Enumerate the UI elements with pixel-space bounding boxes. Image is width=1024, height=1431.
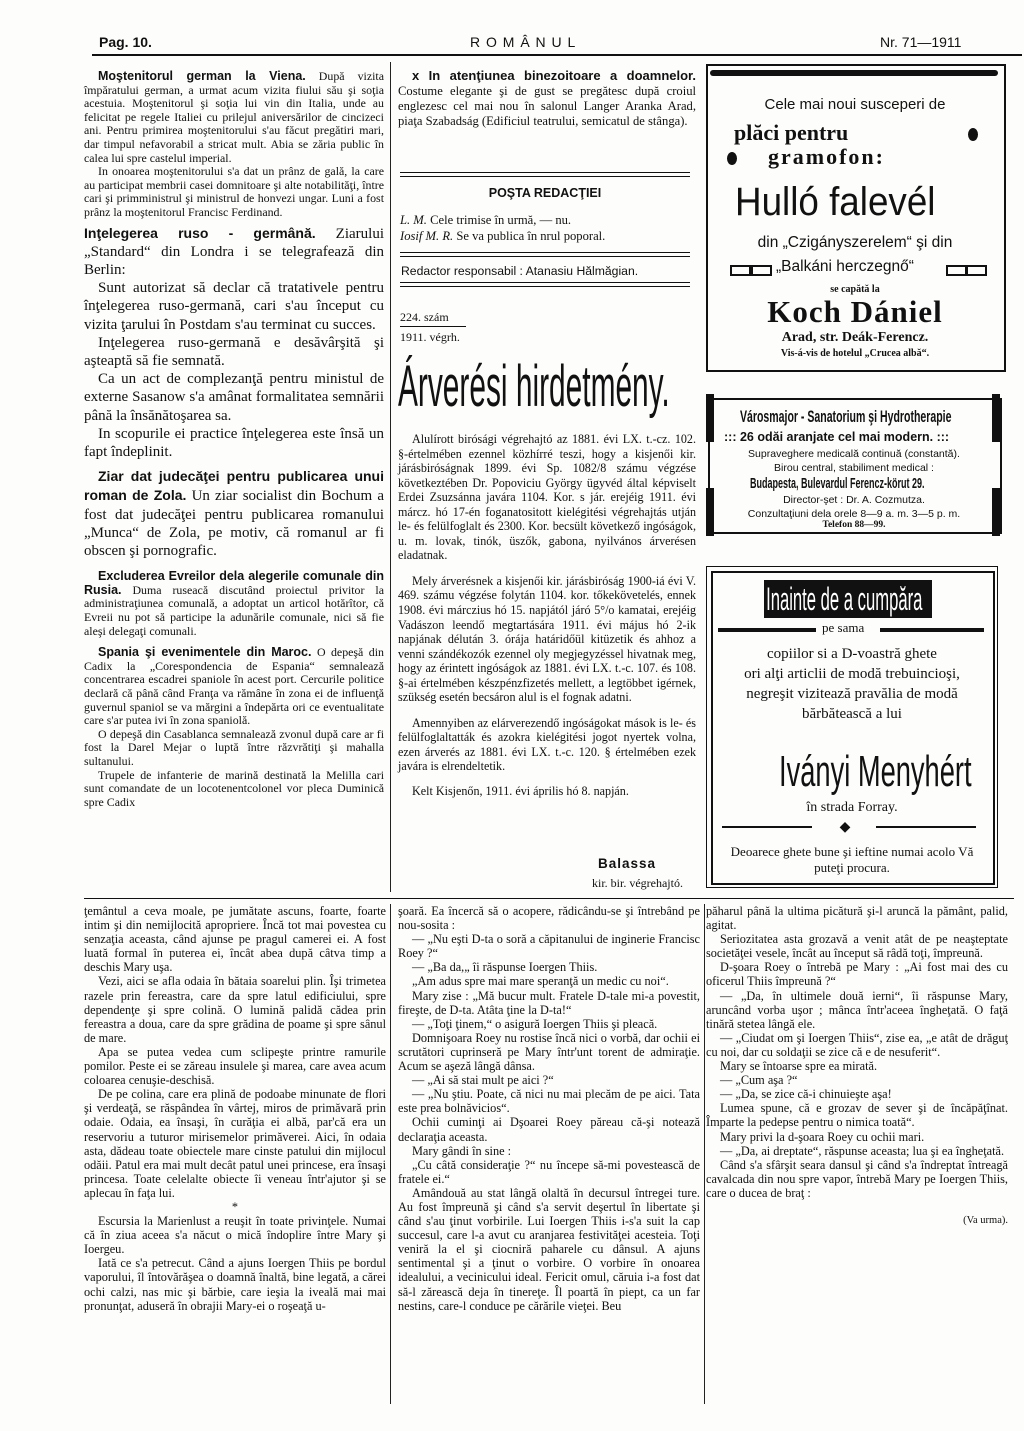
auction-paragraph: Amennyiben az elárverezendő ingóságokat mások is le- és felülfoglaltatták és azokra kielégitési jogot nyertek volna, ezen árverés az 1881. évi LX. t.-c. 120. § értelmében ezek javára is elrendeltetik. xyxy=(398,715,696,774)
records-ad-line: din „Czigányszerelem“ şi din xyxy=(757,234,953,251)
sanatorium-line: Director-şet : Dr. A. Cozmutza. xyxy=(783,494,925,506)
auction-paragraph: Alulírott birósági végrehajtó az 1881. évi LX. t.-cz. 102. §-értelmében ezennel közhírré teszi, hogy a kisjenői kir. járásbiróságnak 1899. évi Sp. 1082/8 számu végzése következtében Dr. Popoviciu György ügyvéd által képviselt Erdei Zsuzsánna javára 1104. Kor. s jár. erejéig 1911. évi márcz. hó 17-én foganatositott kielégitési végrehajtás utján le- és felülfoglalt és 2300. Kor. becsült következő ingóságok, u. m. lovak, tinók, üszők, gabona, nyilvános árverésen eladatnak. xyxy=(398,432,696,563)
news-item: Ziar dat judecăţei pentru publicarea unui roman de Zola. Un ziar socialist din Bochum a fost dat judecăţei pentru publicarea romanului „Munca“ de Zola, pe motiv, că romanul ar fi obscen şi pornografic. xyxy=(84,468,384,559)
shoe-ad-line: copiilor si a D-voastră ghete xyxy=(767,646,937,662)
sanatorium-phone: Telefon 88—99. xyxy=(822,520,886,530)
shoe-ad-title: Inainte de a cumpăra xyxy=(766,581,923,617)
shoe-ad-inner xyxy=(711,571,995,885)
story-paragraph: Amândouă au stat lângă olaltă în decursul întregei ture. Au fost împreună şi când s'a servit deşertul în libertate şi când s'au ţinut vorbirile. Lui Ioergen Thiis i-s'a suit la cap succesul, care l-a avut cu aranjarea festivităţei acesteia. Toţi veniră la el şi ciocniră paharele cu dânsul. A ajuns sentimental şi a ţinut o vorbire. O vorbire în onoarea idealului, a vecinicului ideal. Fericit omul, căruia i-a fost dat să-l zărească deja în tinereţe. Îl poartă în piept, ca un far nestins, care-l conduce pe cărările vieţei. Beu xyxy=(398,1185,700,1313)
sanatorium-line: ::: 26 odăi aranjate cel mai modern. ::: xyxy=(724,430,950,444)
middle-column xyxy=(398,68,696,129)
divider xyxy=(400,172,690,173)
small-news-block xyxy=(84,570,384,809)
news-item: Inţelegerea ruso-germană e desăvârşită şi aşteaptă să fie semnată. xyxy=(84,334,384,369)
auction-title-wrap xyxy=(398,352,698,428)
ad-ornament xyxy=(706,394,714,442)
ornament-box-icon xyxy=(946,265,967,276)
ornament-box-icon xyxy=(966,265,987,276)
shoe-ad-title-bg xyxy=(764,580,932,618)
story-paragraph: — „Cum aşa ?“ xyxy=(720,1073,798,1088)
story-paragraph: Apa se putea vedea cum sclipeşte printre ramurile pomilor. Peste ei se zăreau insulele şi marea, care avea acum coloarea cenuşie-deschisă. xyxy=(84,1044,386,1088)
merchant-name-wrap xyxy=(720,746,990,798)
ornament-dot-icon xyxy=(968,128,978,141)
story-paragraph: — „Nu eşti D-ta o soră a căpitanului de inginerie Francisc Roey ?“ xyxy=(398,932,700,961)
story-paragraph: — „Da, ai dreptate“, răspunse aceasta; lua şi ea îngheţată. xyxy=(720,1143,1005,1158)
story-column-3 xyxy=(706,904,1008,1228)
case-rule xyxy=(400,326,466,327)
shoe-ad-line: Deoarece ghete bune şi ieftine numai acolo Vă puteţi procura. xyxy=(730,844,974,875)
story-paragraph: „Am adus spre mai mare speranţă un medic cu noi“. xyxy=(412,974,669,989)
divider xyxy=(400,176,690,177)
news-item: Sunt autorizat să declar că tratativele pentru înţelegerea ruso-germană, cari s'au început cu vizita ţarului în Postdam s'au terminat cu succes. xyxy=(84,280,384,333)
left-column xyxy=(84,70,384,809)
auction-signer-role: kir. bir. végrehajtó. xyxy=(592,876,683,890)
news-item: O depeşă din Casablanca semnalează zvonul după care ar fi fost la Darel Mejar o luptă între răzvrătiţi şi mahalla sultanului. xyxy=(84,726,384,768)
song-title: Hulló falevél xyxy=(735,180,936,224)
sanatorium-line: Supraveghere medicală continuă (constantă). xyxy=(748,448,960,460)
column-divider xyxy=(390,904,391,1404)
sanatorium-address-wrap xyxy=(750,474,970,494)
shoe-ad-line: pe sama xyxy=(822,620,865,635)
story-paragraph: Mary zise : „Mă bucur mult. Fratele D-tale mi-a povestit, fireşte, de D-ta. Atâta ţine la D-ta!“ xyxy=(398,988,700,1017)
sanatorium-line: Birou central, stabiliment medical : xyxy=(774,462,934,474)
story-paragraph: Ochii cuminţi ai Dşoarei Roey păreau că-şi notează declaraţia aceasta. xyxy=(398,1115,700,1144)
shoe-ad-line: ori alţi articlii de modă trebuincioşi, negreşit vizitează pravălia de modă bărbătească a lui xyxy=(744,666,960,722)
header-rule xyxy=(92,54,1022,56)
story-paragraph: Domnişoara Roey nu rostise încă nici o vorbă, dar ochii ei scrutători cuprinseră pe Mary într'unt torent de admiraţie. Acum se aşeză lângă dânsa. xyxy=(398,1030,700,1074)
page-number: Pag. 10. xyxy=(99,34,152,50)
story-paragraph: — „Da, se zice că-i chinuieşte aşa! xyxy=(720,1087,892,1102)
news-item: In scopurile ei practice înţelegerea este însă un fapt îndeplinit. xyxy=(84,425,384,460)
shop-name: Koch Dániel xyxy=(767,294,943,329)
ad-ornament xyxy=(876,826,976,828)
story-paragraph: De pe colina, care era plină de podoabe minunate de flori şi verdeaţă, se răspândea în vârtej, miros de primăvară prin odaie. Odaia, ea însaşi, în curăţia ei albă, par'că era un reservoriu a tuturor mirisemelor primăverei. Aici, în odaia asta, dădeau toate obiectele mare cinste patului din mijlocul odăii. Patul era mai mult decât patul unei princese, era însaşi princesa. Toate celelalte obiecte îi veneau într'ajutor şi se aplecau în faţa lui. xyxy=(84,1087,386,1200)
ad-ornament xyxy=(710,70,998,76)
newspaper-title: R O M Â N U L xyxy=(470,34,577,50)
news-item: Inţelegerea ruso - germână. Ziarului „Standard“ din Londra i se telegrafează din Berlin: xyxy=(84,224,384,278)
auction-title: Árverési hirdetmény. xyxy=(398,354,670,419)
ornament-box-icon xyxy=(730,265,751,276)
story-paragraph: păharul până la ultima picătură şi-l aruncă la pământ, palid, agitat. xyxy=(706,904,1008,933)
posta-lines xyxy=(400,212,696,244)
merchant-name: Iványi Menyhért xyxy=(779,747,972,796)
story-paragraph: Lumea spune, că e grozav de sever şi de încăpăţînat. Împarte la pedepse pentru o nimica toată“. xyxy=(706,1101,1008,1130)
records-ad-line: „Balkáni herczegnő“ xyxy=(776,258,914,275)
story-paragraph: ţemântul a ceva moale, pe jumătate ascuns, foarte, foarte intim şi din nemijlocită apropriere. Încă tot mai povestea cu senzaţia aceasta, când ajunse pe pragul camerei ei. A fost luată formal în puterea ei, încât abea după câtva timp a deschis Mary uşa. xyxy=(84,904,386,975)
divider xyxy=(400,286,690,287)
ad-ornament xyxy=(718,628,816,632)
story-paragraph: Iată ce s'a petrecut. Când a ajuns Ioergen Thiis pe bordul vaporului, îl întovărăşea o doamnă înaltă, bine legată, a cărei ochi calzi, nas mic şi bărbie, care ieşia la iveală mai mai pronunţat, aduseră în obrajii Mary-ei o roşeaţă u- xyxy=(84,1256,386,1313)
news-item: Trupele de infanterie de marină destinată la Melilla cari sunt comandate de un locotenentcolonel vor pleca Duminică spre Cadix xyxy=(84,767,384,809)
story-paragraph: Seriozitatea asta grozavă a venit atât de pe neaşteptate societăţei vesele, încât au început să râdă toţi, împreună. xyxy=(706,932,1008,961)
story-paragraph: şoară. Ea încercă să o acopere, rădicându-se şi întrebând pe nou-sosita : xyxy=(398,904,700,933)
story-paragraph: — „Ciudat om şi Ioergen Thiis“, zise ea, „e atât de drăguţ cu noi, dar cu soldaţii se zice că e de nesuferit“. xyxy=(706,1030,1008,1059)
posta-title: POŞTA REDACŢIEI xyxy=(488,186,602,200)
divider xyxy=(400,256,690,257)
story-paragraph: Când s'a sfârşit seara dansul şi când s'a îndreptat întreagă cavalcada din nou spre vapor, întrebă Mary pe Ioergen Thiis, care o ducea de braţ : xyxy=(706,1157,1008,1200)
issue-number: Nr. 71—1911 xyxy=(880,34,962,50)
auction-notice xyxy=(398,432,696,799)
story-paragraph: — „Ba da,„ îi răspunse Ioergen Thiis. xyxy=(412,960,598,975)
records-ad-line: gramofon: xyxy=(768,144,885,169)
story-paragraph: D-şoara Roey o întrebă pe Mary : „Ai fost mai des cu oficerul Thiis împreună ?“ xyxy=(706,960,1008,989)
column-divider xyxy=(704,904,705,1404)
story-paragraph: „Cu câtă consideraţie ?“ nu începe să-mi povestească de fratele ei.“ xyxy=(398,1157,700,1186)
records-ad-line: Vis-á-vis de hotelul „Crucea albă“. xyxy=(780,348,930,359)
big-news-block xyxy=(84,224,384,561)
auction-signature: Balassa xyxy=(598,856,657,871)
records-ad-line: Cele mai noui susceperi de xyxy=(764,96,946,113)
story-paragraph: Vezi, aici se afla odaia în bătaia soarelui plin. Îşi trimetea razele prin fereastra, care da spre latul edificiului, spre dependenţe şi spre colină. O lumină palidă cădea prin fereastra a doua, care da spre grădina de poame şi spre sânul de mare. xyxy=(84,974,386,1045)
song-title-wrap xyxy=(735,178,995,226)
story-paragraph: — „Nu ştiu. Poate, că nici nu mai plecăm de pe aici. Tata este prea bolnăvicios“. xyxy=(398,1087,700,1116)
sanatorium-title: Városmajor - Sanatorium şi Hydrotherapie xyxy=(740,407,952,426)
auction-date: Kelt Kisjenőn, 1911. évi április hó 8. napján. xyxy=(412,784,629,799)
divider xyxy=(400,252,690,253)
sanatorium-title-wrap xyxy=(740,406,980,428)
divider xyxy=(400,282,690,283)
shoe-ad-line: în strada Forray. xyxy=(806,800,898,815)
case-year: 1911. végrh. xyxy=(400,330,460,344)
ad-ornament xyxy=(880,628,984,632)
shop-address: Arad, str. Deák-Ferencz. xyxy=(781,330,929,345)
redactor-line: Redactor responsabil : Atanasiu Hălmăgian. xyxy=(401,264,639,278)
records-ad-line: se capătă la xyxy=(830,284,880,295)
to-be-continued: (Va urma). xyxy=(963,1214,1008,1226)
story-separator: * xyxy=(231,1199,239,1214)
story-paragraph: Mary se întoarse spre ea mirată. xyxy=(720,1059,878,1074)
section-rule xyxy=(84,898,1014,899)
sanatorium-address: Budapesta, Bulevardul Ferencz-körut 29. xyxy=(750,475,925,492)
news-item: Ca un act de complezanţă pentru ministul de externe Sasanow s'a amânat formalitatea semnării până la însănătoşarea sa. xyxy=(84,371,384,424)
story-paragraph: Mary gândi în sine : xyxy=(412,1143,512,1158)
fashion-notice: x In atenţiunea binezoitoare a doamnelor. Costume elegante şi de gust se pregătesc după croiul englezesc cel mai nou în salonul Langer Aranka Arad, piaţa Szabadság (Edificiul teatrului, semicatul de stânga). xyxy=(398,68,696,128)
news-item: Excluderea Evreilor dela alegerile comunale din Rusia. Duma ruseacă discutând proiectul privitor la administraţiunea comunală, a adoptat un articol hotărîtor, că Evreii nu pot să participe la adunările comunale, nici să fie aleşi delegaţi comunali. xyxy=(84,569,384,638)
ornament-box-icon xyxy=(751,265,772,276)
ad-ornament xyxy=(722,826,812,828)
news-item: Moştenitorul german la Viena. După vizita împăratului german, a urmat acum vizita fiului său şi soţia acestuia. Moştenitorul şi soţia lui vin din Italia, unde au felicitat pe regele Italiei cu prilejul aniversărilor de cincizeci ani. Pentru primirea moştenitorului s'au făcut pregătiri mari, dar timpul nefavorabil a stricat mult. Abia se zăria public în calea lui spre castelul imperial. xyxy=(84,69,384,165)
story-column-2 xyxy=(398,904,700,1313)
story-paragraph: — „Toţi ţinem,“ o asigură Ioergen Thiis şi pleacă. xyxy=(412,1016,658,1031)
ornament-dot-icon xyxy=(727,152,737,165)
auction-paragraph: Mely árverésnek a kisjenői kir. járásbiróság 1900-iá évi V. 469. számu végzése folytán 1104. kor. tőkekövetelés, ennek 1908. évi márczius hó 15. napjától járó 5°/o kamatai, erejéig Vadászon leendő megtartására 1911. évi május hó 2-ik napjának délután 3. órája határidőül kitüzetik és ahhoz a venni szándékozók ezennel oly megjegyzéssel hivatnak meg, hogy az érintett ingóságok az 1881. évi LX. t.-c. 107. és 108. §-ai értelmében készpénzfizetés mellett, a legtöbbet igérnek, szükség esetén becsáron alul is el fognak adatni. xyxy=(398,573,696,705)
news-item: In onoarea moştenitorului s'a dat un prânz de gală, la care au participat membrii casei domnitoare şi alte notabilităţi, între cari şi primministrul şi ministrul de honvezi ungar. Luni a fost prânz la moştenitorul Francisc Ferdinand. xyxy=(84,164,384,219)
sanatorium-line: Conzultaţiuni dela orele 8—9 a. m. 3—5 p. m. xyxy=(747,508,961,520)
posta-line: Iosif M. R. Se va publica în nrul poporal. xyxy=(400,229,606,243)
story-paragraph: Mary privi la d-şoara Roey cu ochii mari. xyxy=(720,1129,925,1144)
story-column-1 xyxy=(84,904,386,1313)
story-paragraph: — „Ai să stai mult pe aici ?“ xyxy=(412,1073,554,1088)
case-number: 224. szám xyxy=(400,310,449,324)
story-paragraph: — „Da, în ultimele două ierni“, îi răspunse Mary, aruncând vorba uşor ; mânca într'aceea îngheţată. O faţă tinără stetea lângă ele. xyxy=(706,988,1008,1031)
story-paragraph: Escursia la Marienlust a reuşit în toate privinţele. Numai că în ziua aceea s'a năcut o mică îndoplire între Mary şi Ioergeu. xyxy=(84,1214,386,1257)
records-ad-line: plăci pentru xyxy=(734,120,849,145)
column-divider xyxy=(390,62,391,892)
diamond-icon: ◆ xyxy=(839,818,851,834)
posta-line: L. M. Cele trimise în urmă, — nu. xyxy=(400,213,572,227)
news-item: Spania şi evenimentele din Maroc. O depeşă din Cadix la „Corespondencia de Espania“ semnalează concentrarea escadrei spaniole în acest port. Cercurile politice declară că până când Franţa va rămâne în zona ei de influenţă guvernul spaniol se va mărgini a îndepărta ori ce eventualitate care s'ar putea ivi în zona spaniolă. xyxy=(84,645,384,728)
